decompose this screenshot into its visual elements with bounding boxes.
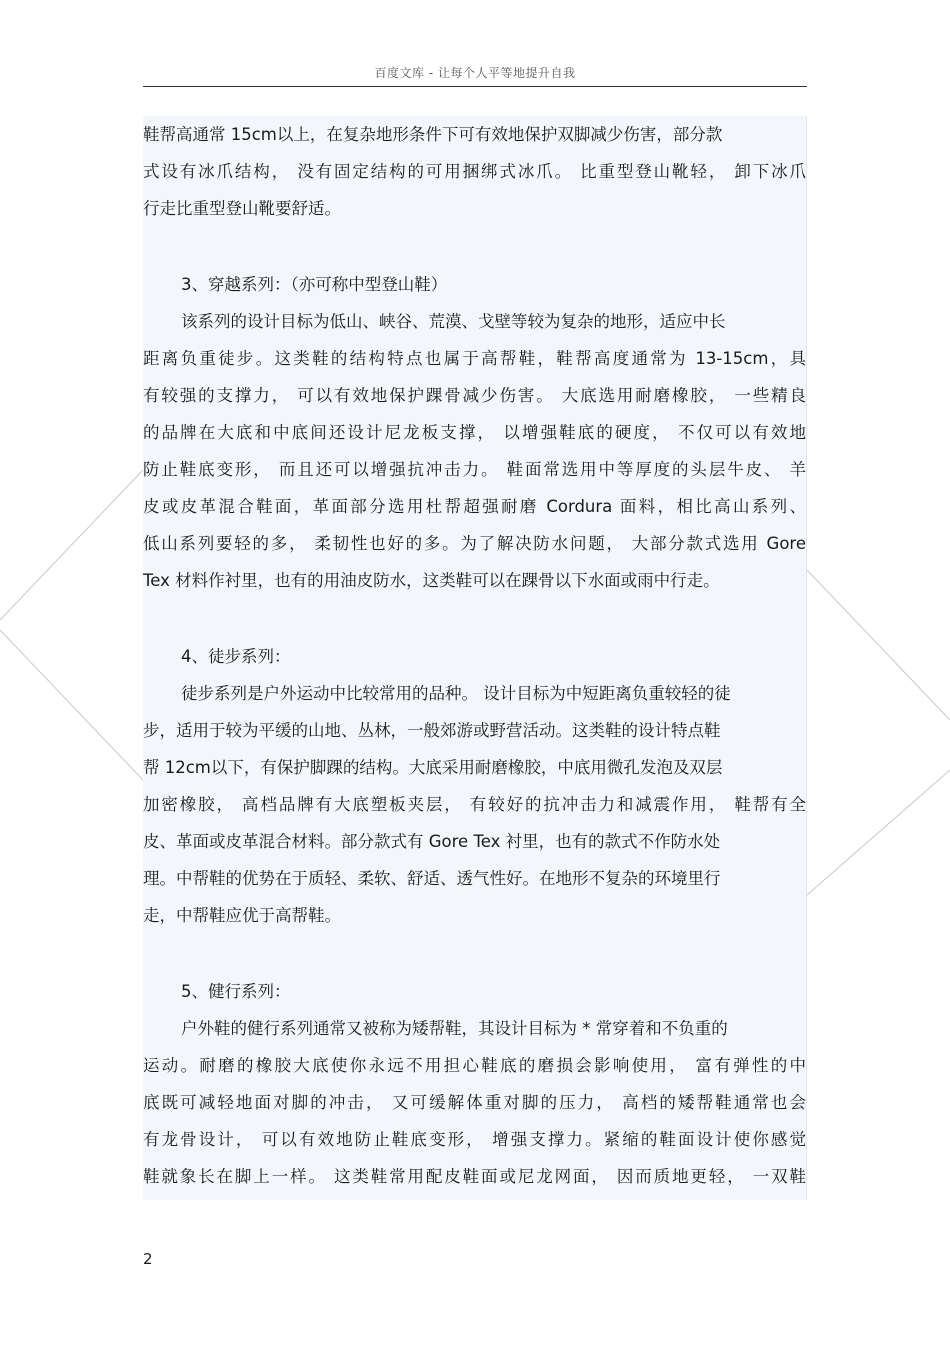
text-line: 户外鞋的健行系列通常又被称为矮帮鞋，其设计目标为 * 常穿着和不负重的 [181, 1019, 728, 1038]
text-line: 皮或皮革混合鞋面，革面部分选用杜帮超强耐磨 Cordura 面料，相比高山系列、 [143, 497, 806, 516]
text-line: 有龙骨设计， 可以有效地防止鞋底变形， 增强支撑力。紧缩的鞋面设计使你感觉 [143, 1130, 806, 1149]
text-line: Tex 材料作衬里，也有的用油皮防水，这类鞋可以在踝骨以下水面或雨中行走。 [143, 571, 720, 590]
text-line: 有较强的支撑力， 可以有效地保护踝骨减少伤害。 大底选用耐磨橡胶， 一些精良 [143, 386, 806, 405]
text-line: 5、健行系列： [181, 982, 291, 1001]
text-line: 鞋就象长在脚上一样。 这类鞋常用配皮鞋面或尼龙网面， 因而质地更轻， 一双鞋 [143, 1167, 806, 1186]
text-line: 皮、革面或皮革混合材料。部分款式有 Gore Tex 衬里，也有的款式不作防水处 [143, 832, 721, 851]
text-line: 鞋帮高通常 15cm以上，在复杂地形条件下可有效地保护双脚减少伤害，部分款 [143, 125, 723, 144]
text-line: 3、穿越系列：（亦可称中型登山鞋） [181, 275, 448, 294]
header-rule [143, 86, 807, 87]
text-line: 式设有冰爪结构， 没有固定结构的可用捆绑式冰爪。 比重型登山靴轻， 卸下冰爪 [143, 162, 806, 181]
text-line: 低山系列要轻的多， 柔韧性也好的多。为了解决防水问题， 大部分款式选用 Gore [143, 534, 806, 553]
page-number: 2 [143, 1250, 153, 1268]
text-line: 走，中帮鞋应优于高帮鞋。 [143, 906, 341, 925]
text-line: 帮 12cm以下，有保护脚踝的结构。大底采用耐磨橡胶，中底用微孔发泡及双层 [143, 758, 723, 777]
text-line: 理。中帮鞋的优势在于质轻、柔软、舒适、透气性好。在地形不复杂的环境里行 [143, 869, 721, 888]
text-line: 距离负重徒步。这类鞋的结构特点也属于高帮鞋，鞋帮高度通常为 13-15cm，具 [143, 349, 806, 368]
text-line: 徒步系列是户外运动中比较常用的品种。 设计目标为中短距离负重较轻的徒 [181, 684, 731, 703]
text-line: 防止鞋底变形， 而且还可以增强抗冲击力。 鞋面常选用中等厚度的头层牛皮、 羊 [143, 460, 806, 479]
text-line: 底既可减轻地面对脚的冲击， 又可缓解体重对脚的压力， 高档的矮帮鞋通常也会 [143, 1093, 806, 1112]
text-line: 加密橡胶， 高档品牌有大底塑板夹层， 有较好的抗冲击力和减震作用， 鞋帮有全 [143, 795, 806, 814]
text-line: 行走比重型登山靴要舒适。 [143, 199, 341, 218]
text-line: 该系列的设计目标为低山、峡谷、荒漠、戈壁等较为复杂的地形，适应中长 [181, 312, 726, 331]
text-line: 4、徒步系列： [181, 647, 291, 666]
text-line: 的品牌在大底和中底间还设计尼龙板支撑， 以增强鞋底的硬度， 不仅可以有效地 [143, 423, 806, 442]
text-line: 运动。耐磨的橡胶大底使你永远不用担心鞋底的磨损会影响使用， 富有弹性的中 [143, 1056, 806, 1075]
page-header: 百度文库 - 让每个人平等地提升自我 [374, 66, 576, 80]
text-line: 步，适用于较为平缓的山地、丛林，一般郊游或野营活动。这类鞋的设计特点鞋 [143, 721, 721, 740]
body-text [143, 116, 807, 1200]
